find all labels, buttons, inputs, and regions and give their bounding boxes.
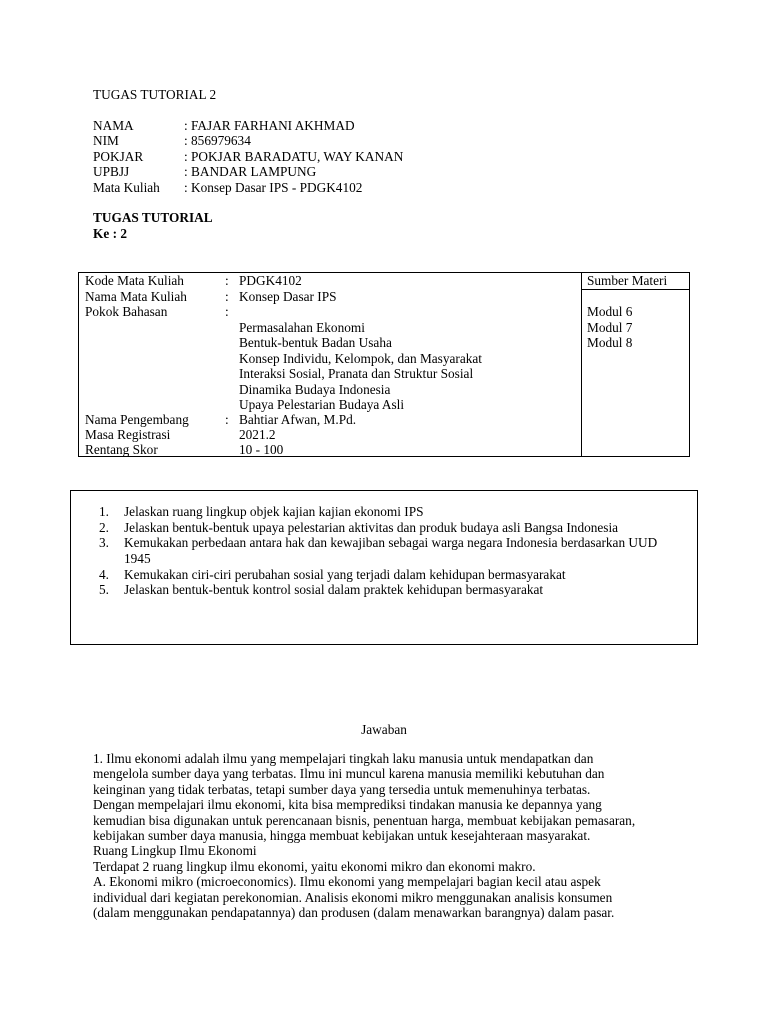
course-table [78,272,690,457]
topic-item: Interaksi Sosial, Pranata dan Struktur Sosial [239,366,474,381]
topic-item: Konsep Individu, Kelompok, dan Masyarakat [239,351,482,366]
row-separator: : [225,304,229,319]
tutorial-heading: TUGAS TUTORIAL [93,210,213,225]
question-text: Jelaskan ruang lingkup objek kajian kajian ekonomi IPS [124,504,424,519]
row-value: 10 - 100 [239,442,284,457]
answer-line: kemudian bisa digunakan untuk perencanaan bisnis, penentuan harga, membuat kebijakan pemasaran, [93,812,636,828]
answer-line: keinginan yang tidak terbatas, tetapi sumber daya yang tersedia untuk memenuhinya terbatas. [93,781,591,797]
answer-body [93,751,693,920]
info-label: NIM [93,133,119,149]
info-value: : Konsep Dasar IPS - PDGK4102 [184,179,363,195]
topic-item: Permasalahan Ekonomi [239,320,365,335]
row-separator: : [225,412,229,427]
row-value: 2021.2 [239,427,276,442]
row-value: PDGK4102 [239,273,302,288]
table-column-divider [581,273,582,456]
info-value: : BANDAR LAMPUNG [184,164,317,180]
answer-heading: Jawaban [361,722,407,737]
answer-line: 1. Ilmu ekonomi adalah ilmu yang mempelajari tingkah laku manusia untuk mendapatkan dan [93,751,594,766]
row-label: Nama Mata Kuliah [85,289,187,304]
topic-item: Upaya Pelestarian Budaya Asli [239,397,405,412]
question-text: Kemukakan perbedaan antara hak dan kewajiban sebagai warga negara Indonesia berdasarkan UUD [124,535,658,550]
row-value: Konsep Dasar IPS [239,289,337,304]
answer-line: individual dari kegiatan perekonomian. Analisis ekonomi mikro menggunakan analisis konsumen [93,889,613,905]
question-number: 1. [99,504,109,519]
document-title: TUGAS TUTORIAL 2 [93,87,217,102]
question-text: Jelaskan bentuk-bentuk kontrol sosial dalam praktek kehidupan bermasyarakat [124,582,544,597]
answer-line: mengelola sumber daya yang terbatas. Ilmu ini muncul karena manusia memiliki kebutuhan dan [93,766,605,782]
questions-box [70,490,698,645]
answer-subheading: Ruang Lingkup Ilmu Ekonomi [93,843,257,859]
answer-line: (dalam menggunakan pendapatannya) dan produsen (dalam menawarkan barangnya) dalam pasar. [93,904,615,920]
info-value: : POKJAR BARADATU, WAY KANAN [184,148,404,164]
question-number: 3. [99,535,109,550]
source-header: Sumber Materi [587,273,668,288]
answer-line: kebijakan sumber daya manusia, hingga membuat kebijakan untuk kesejahteraan masyarakat. [93,827,591,843]
row-label: Nama Pengembang [85,412,189,427]
answer-line: A. Ekonomi mikro (microeconomics). Ilmu ekonomi yang mempelajari bagian kecil atau aspek [93,874,601,890]
row-label: Rentang Skor [85,442,158,457]
source-item: Modul 6 [587,304,633,319]
row-separator: : [225,273,229,288]
question-number: 5. [99,582,109,597]
info-value: : FAJAR FARHANI AKHMAD [184,118,355,133]
info-label: POKJAR [93,148,144,164]
row-label: Masa Registrasi [85,427,171,442]
question-text-continued: 1945 [124,551,151,566]
topic-item: Dinamika Budaya Indonesia [239,382,391,397]
question-text: Kemukakan ciri-ciri perubahan sosial yang terjadi dalam kehidupan bermasyarakat [124,567,566,582]
answer-line: Dengan mempelajari ilmu ekonomi, kita bisa memprediksi tindakan manusia ke depannya yang [93,797,602,813]
info-label: NAMA [93,118,134,133]
info-label: Mata Kuliah [93,179,160,195]
question-text: Jelaskan bentuk-bentuk upaya pelestarian aktivitas dan produk budaya asli Bangsa Indonesia [124,520,619,535]
table-header-divider [581,289,689,290]
question-number: 4. [99,567,109,582]
info-value: : 856979634 [184,133,251,149]
row-label: Pokok Bahasan [85,304,168,319]
row-label: Kode Mata Kuliah [85,273,184,288]
answer-line: Terdapat 2 ruang lingkup ilmu ekonomi, yaitu ekonomi mikro dan ekonomi makro. [93,858,536,874]
tutorial-number: Ke : 2 [93,226,127,241]
source-item: Modul 7 [587,320,633,335]
question-number: 2. [99,520,109,535]
row-value: Bahtiar Afwan, M.Pd. [239,412,357,427]
info-label: UPBJJ [93,164,130,180]
topic-item: Bentuk-bentuk Badan Usaha [239,335,392,350]
source-item: Modul 8 [587,335,633,350]
row-separator: : [225,289,229,304]
